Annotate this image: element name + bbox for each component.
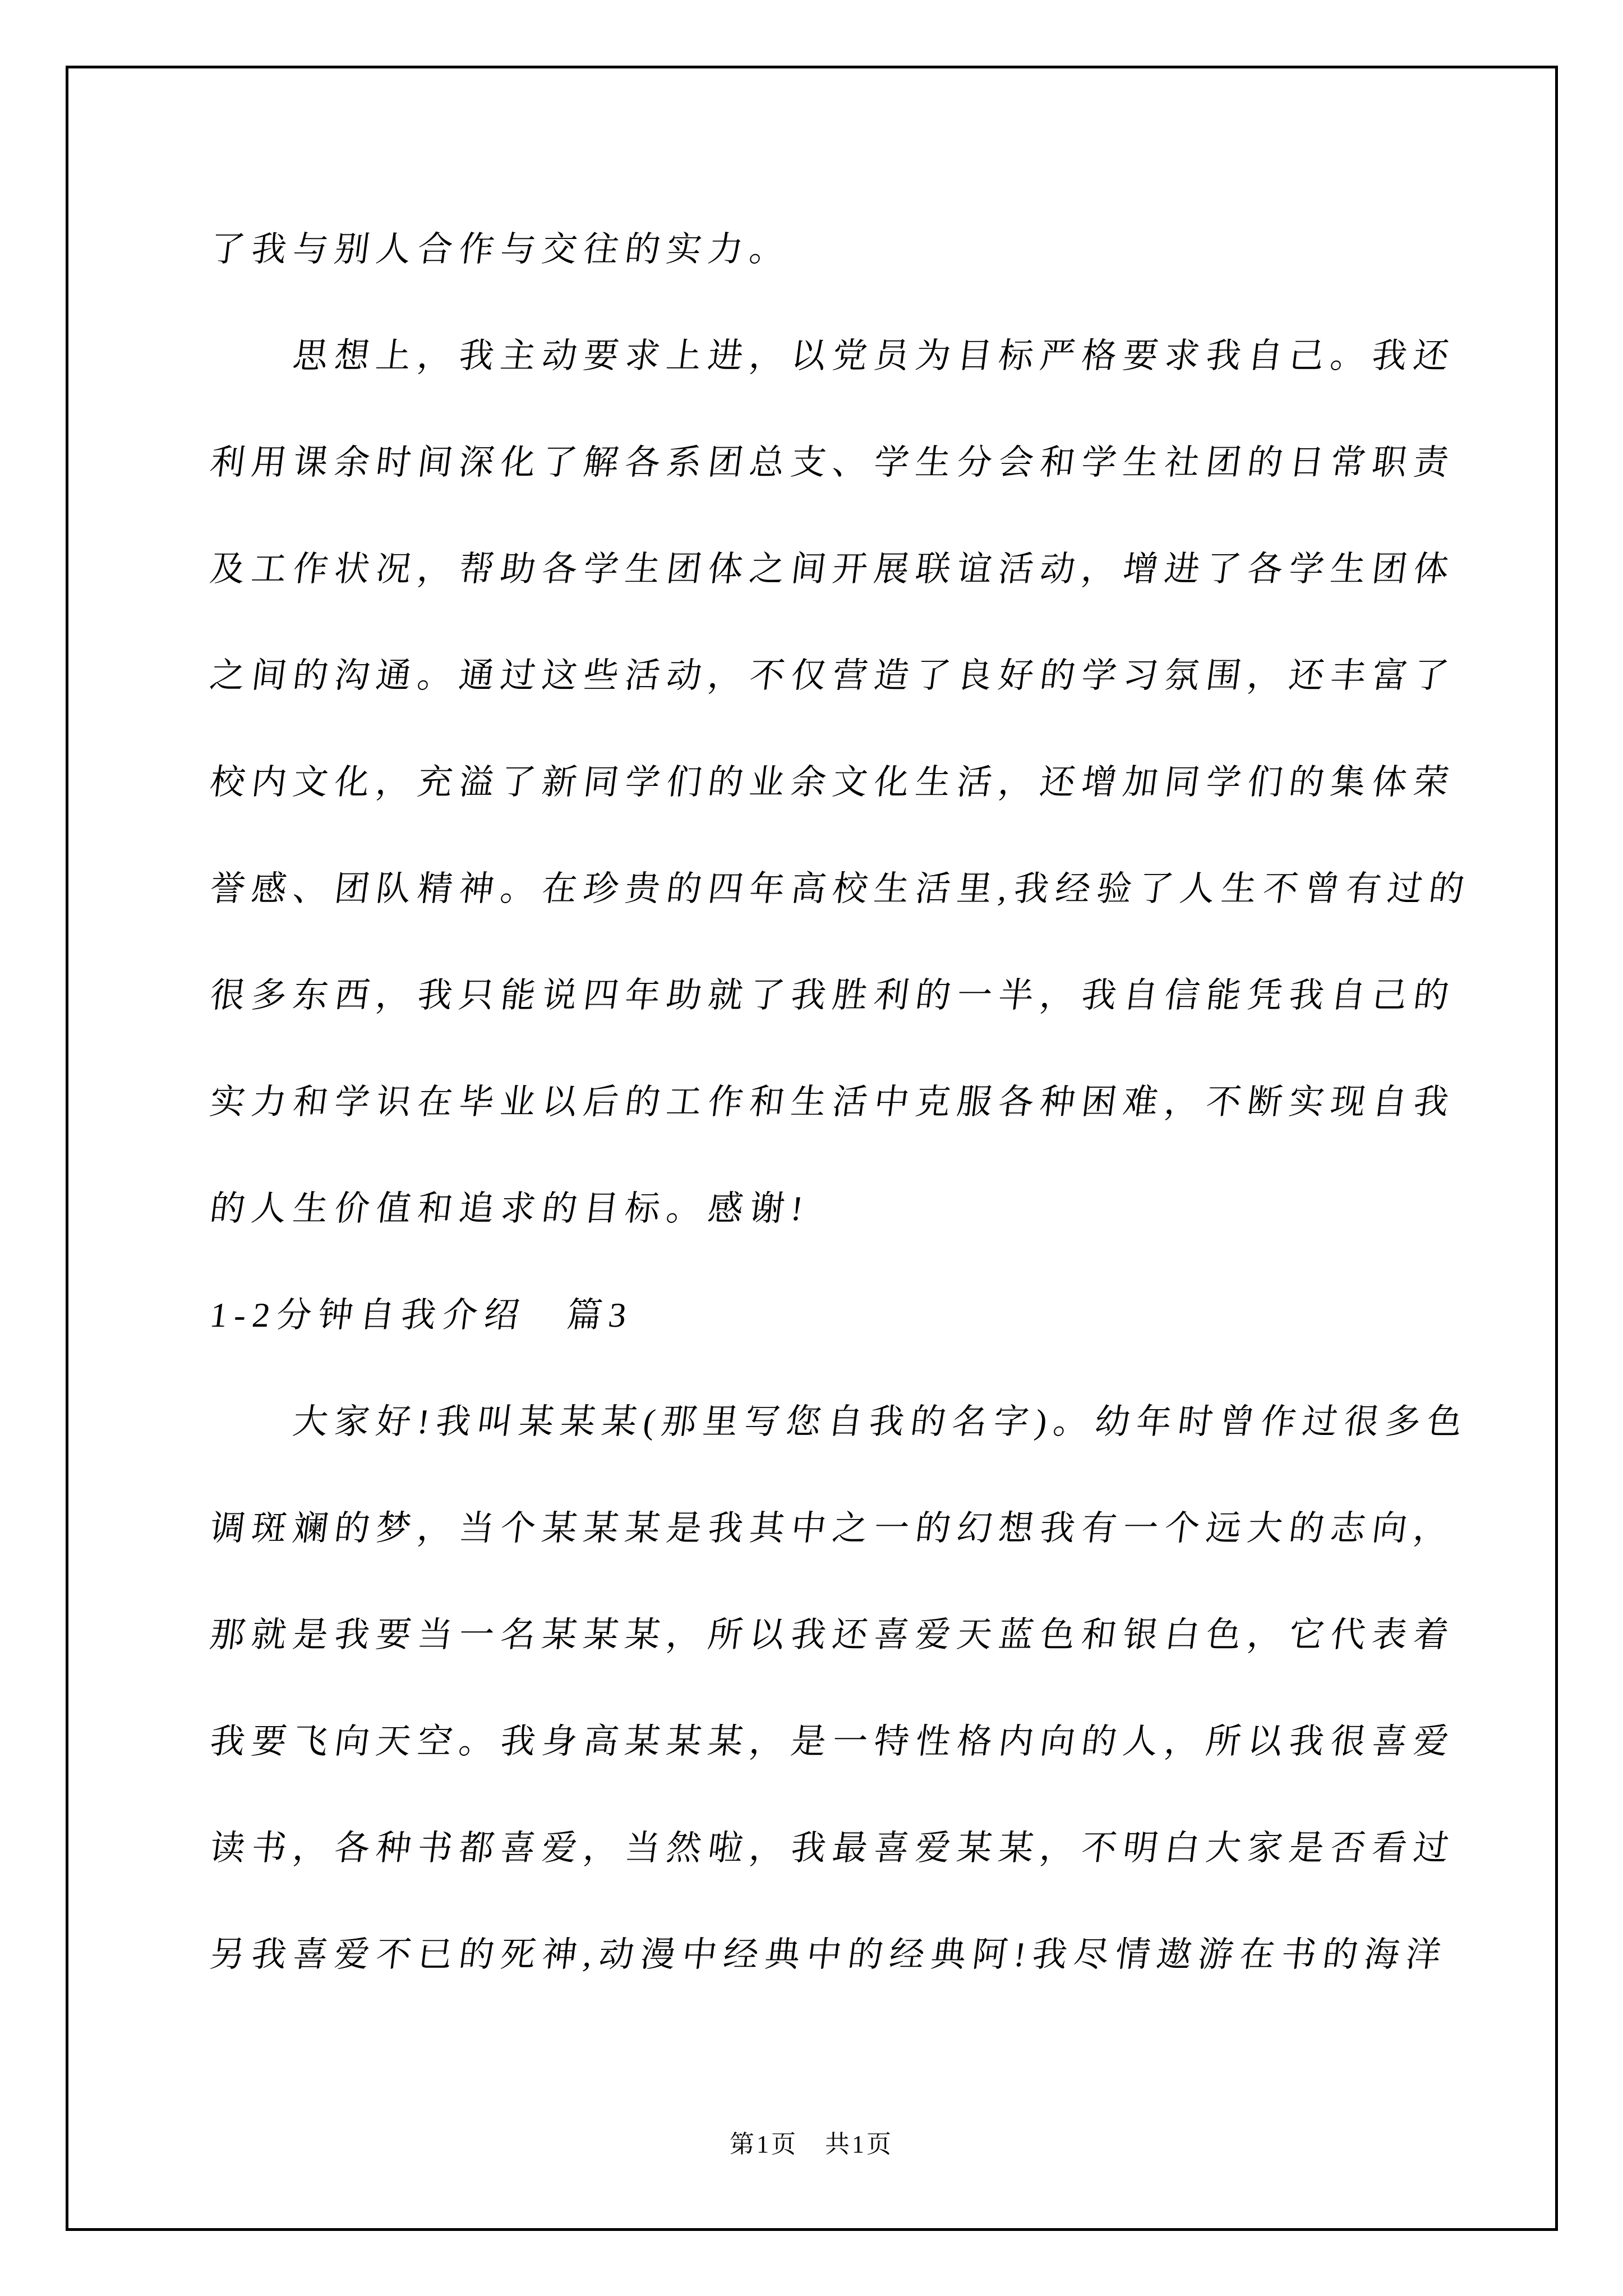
page-footer: 第1页 共1页 (730, 2131, 893, 2158)
text-line: 我要飞向天空。我身高某某某，是一特性格内向的人，所以我很喜爱 (208, 1723, 1458, 1761)
text-line: 读书，各种书都喜爱，当然啦，我最喜爱某某，不明白大家是否看过 (208, 1829, 1458, 1867)
text-line: 那就是我要当一名某某某，所以我还喜爱天蓝色和银白色，它代表着 (208, 1616, 1458, 1654)
text-line: 利用课余时间深化了解各系团总支、学生分会和学生社团的日常职责 (208, 444, 1458, 482)
text-line: 誉感、团队精神。在珍贵的四年高校生活里,我经验了人生不曾有过的 (208, 870, 1473, 908)
text-line: 调斑斓的梦，当个某某某是我其中之一的幻想我有一个远大的志向， (208, 1510, 1458, 1548)
text-line: 的人生价值和追求的目标。感谢! (208, 1190, 812, 1228)
text-line: 及工作状况，帮助各学生团体之间开展联谊活动，增进了各学生团体 (208, 550, 1458, 588)
text-line: 大家好!我叫某某某(那里写您自我的名字)。幼年时曾作过很多色 (291, 1403, 1471, 1441)
document-body (204, 196, 1473, 2008)
text-line: 之间的沟通。通过这些活动，不仅营造了良好的学习氛围，还丰富了 (208, 657, 1458, 695)
text-line: 校内文化，充溢了新同学们的业余文化生活，还增加同学们的集体荣 (208, 763, 1458, 802)
section-heading: 1-2分钟自我介绍 篇3 (208, 1296, 635, 1335)
text-line: 另我喜爱不已的死神,动漫中经典中的经典阿!我尽情遨游在书的海洋 (208, 1936, 1450, 1974)
text-line: 了我与别人合作与交往的实力。 (208, 231, 794, 269)
text-line: 很多东西，我只能说四年助就了我胜利的一半，我自信能凭我自己的 (208, 977, 1458, 1015)
text-line: 思想上，我主动要求上进，以党员为目标严格要求我自己。我还 (291, 337, 1458, 375)
text-line: 实力和学识在毕业以后的工作和生活中克服各种困难，不断实现自我 (208, 1083, 1458, 1121)
